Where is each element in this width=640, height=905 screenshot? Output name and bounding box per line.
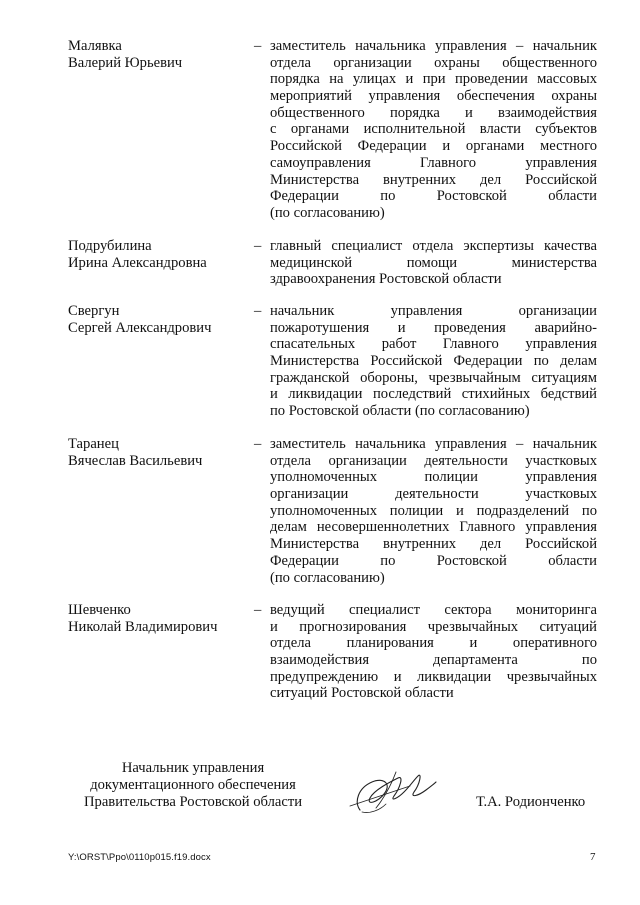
footer-file-path: Y:\ORST\Ppo\0110p015.f19.docx — [68, 852, 211, 863]
member-surname: Таранец — [68, 436, 119, 452]
position-line: ситуаций Ростовской области — [270, 685, 454, 702]
position-line: делам несовершеннолетних Главного управления — [270, 519, 597, 536]
dash-separator: – — [254, 436, 262, 452]
signatory-position-line: Правительства Ростовской области — [83, 794, 303, 811]
member-entry-malyavka — [68, 38, 598, 224]
position-line: Министерства внутренних дел Российской — [270, 171, 597, 188]
member-surname: Шевченко — [68, 602, 131, 618]
position-line: заместитель начальника управления – начальник — [270, 38, 597, 54]
position-line: начальник управления организации — [270, 303, 597, 319]
position-line: (по согласованию) — [270, 204, 385, 221]
member-position — [270, 238, 597, 288]
position-line: уполномоченных полиции и подразделений по — [270, 502, 597, 519]
member-position — [270, 436, 597, 586]
member-name — [68, 238, 248, 271]
handwritten-signature — [340, 762, 440, 822]
position-line: взаимодействия департамента по — [270, 652, 597, 669]
position-line: порядка на улицах и при проведении массовых — [270, 71, 597, 88]
position-line: здравоохранения Ростовской области — [270, 271, 502, 288]
member-given-names: Валерий Юрьевич — [68, 54, 183, 71]
position-line: организации деятельности участковых — [270, 486, 597, 503]
dash-separator: – — [254, 38, 262, 54]
position-line: Федерации по Ростовской области — [270, 188, 597, 205]
position-line: уполномоченных полиции управления — [270, 469, 597, 486]
member-surname: Свергун — [68, 303, 120, 319]
position-line: отдела планирования и оперативного — [270, 635, 597, 652]
position-line: медицинской помощи министерства — [270, 254, 597, 271]
dash-separator: – — [254, 303, 262, 319]
member-name — [68, 38, 248, 71]
signatory-name: Т.А. Родионченко — [476, 794, 586, 810]
member-surname: Малявка — [68, 38, 122, 54]
signatory-position-line: Начальник управления — [121, 760, 265, 776]
position-line: и ликвидации последствий стихийных бедствий — [270, 386, 597, 403]
position-line: мероприятий управления обеспечения охраны — [270, 88, 597, 105]
position-line: пожаротушения и проведения аварийно- — [270, 319, 597, 336]
position-line: Российской Федерации и органами местного — [270, 138, 597, 155]
member-entry-shevchenko — [68, 602, 598, 704]
position-line: спасательных работ Главного управления — [270, 336, 597, 353]
position-line: заместитель начальника управления – начальник — [270, 436, 597, 452]
dash-separator: – — [254, 238, 262, 254]
position-line: с органами исполнительной власти субъектов — [270, 121, 597, 138]
signatory-position-line: документационного обеспечения — [90, 777, 296, 794]
member-position — [270, 602, 597, 702]
position-line: ведущий специалист сектора мониторинга — [270, 602, 597, 618]
position-line: главный специалист отдела экспертизы качества — [270, 238, 597, 254]
member-name — [68, 602, 248, 635]
member-entry-podrubilina — [68, 238, 598, 290]
member-entry-taranets — [68, 436, 598, 588]
member-given-names: Николай Владимирович — [68, 618, 218, 635]
page-number: 7 — [590, 851, 596, 863]
dash-separator: – — [254, 602, 262, 618]
position-line: по Ростовской области (по согласованию) — [270, 403, 530, 420]
position-line: отдела организации деятельности участковых — [270, 452, 597, 469]
member-given-names: Ирина Александровна — [68, 254, 207, 271]
member-name — [68, 436, 248, 469]
position-line: (по согласованию) — [270, 569, 385, 586]
position-line: предупреждению и ликвидации чрезвычайных — [270, 668, 597, 685]
position-line: отдела организации охраны общественного — [270, 54, 597, 71]
position-line: самоуправления Главного управления — [270, 154, 597, 171]
position-line: Министерства Российской Федерации по делам — [270, 353, 597, 370]
member-position — [270, 303, 597, 420]
position-line: общественного порядка и взаимодействия — [270, 104, 597, 121]
member-entry-svergun — [68, 303, 598, 423]
signatory-position — [62, 760, 324, 812]
position-line: Федерации по Ростовской области — [270, 552, 597, 569]
position-line: и прогнозирования чрезвычайных ситуаций — [270, 618, 597, 635]
member-given-names: Вячеслав Васильевич — [68, 452, 203, 469]
member-position — [270, 38, 597, 222]
position-line: Министерства внутренних дел Российской — [270, 536, 597, 553]
position-line: гражданской обороны, чрезвычайным ситуациям — [270, 369, 597, 386]
member-name — [68, 303, 248, 336]
member-given-names: Сергей Александрович — [68, 319, 212, 336]
member-surname: Подрубилина — [68, 238, 152, 254]
